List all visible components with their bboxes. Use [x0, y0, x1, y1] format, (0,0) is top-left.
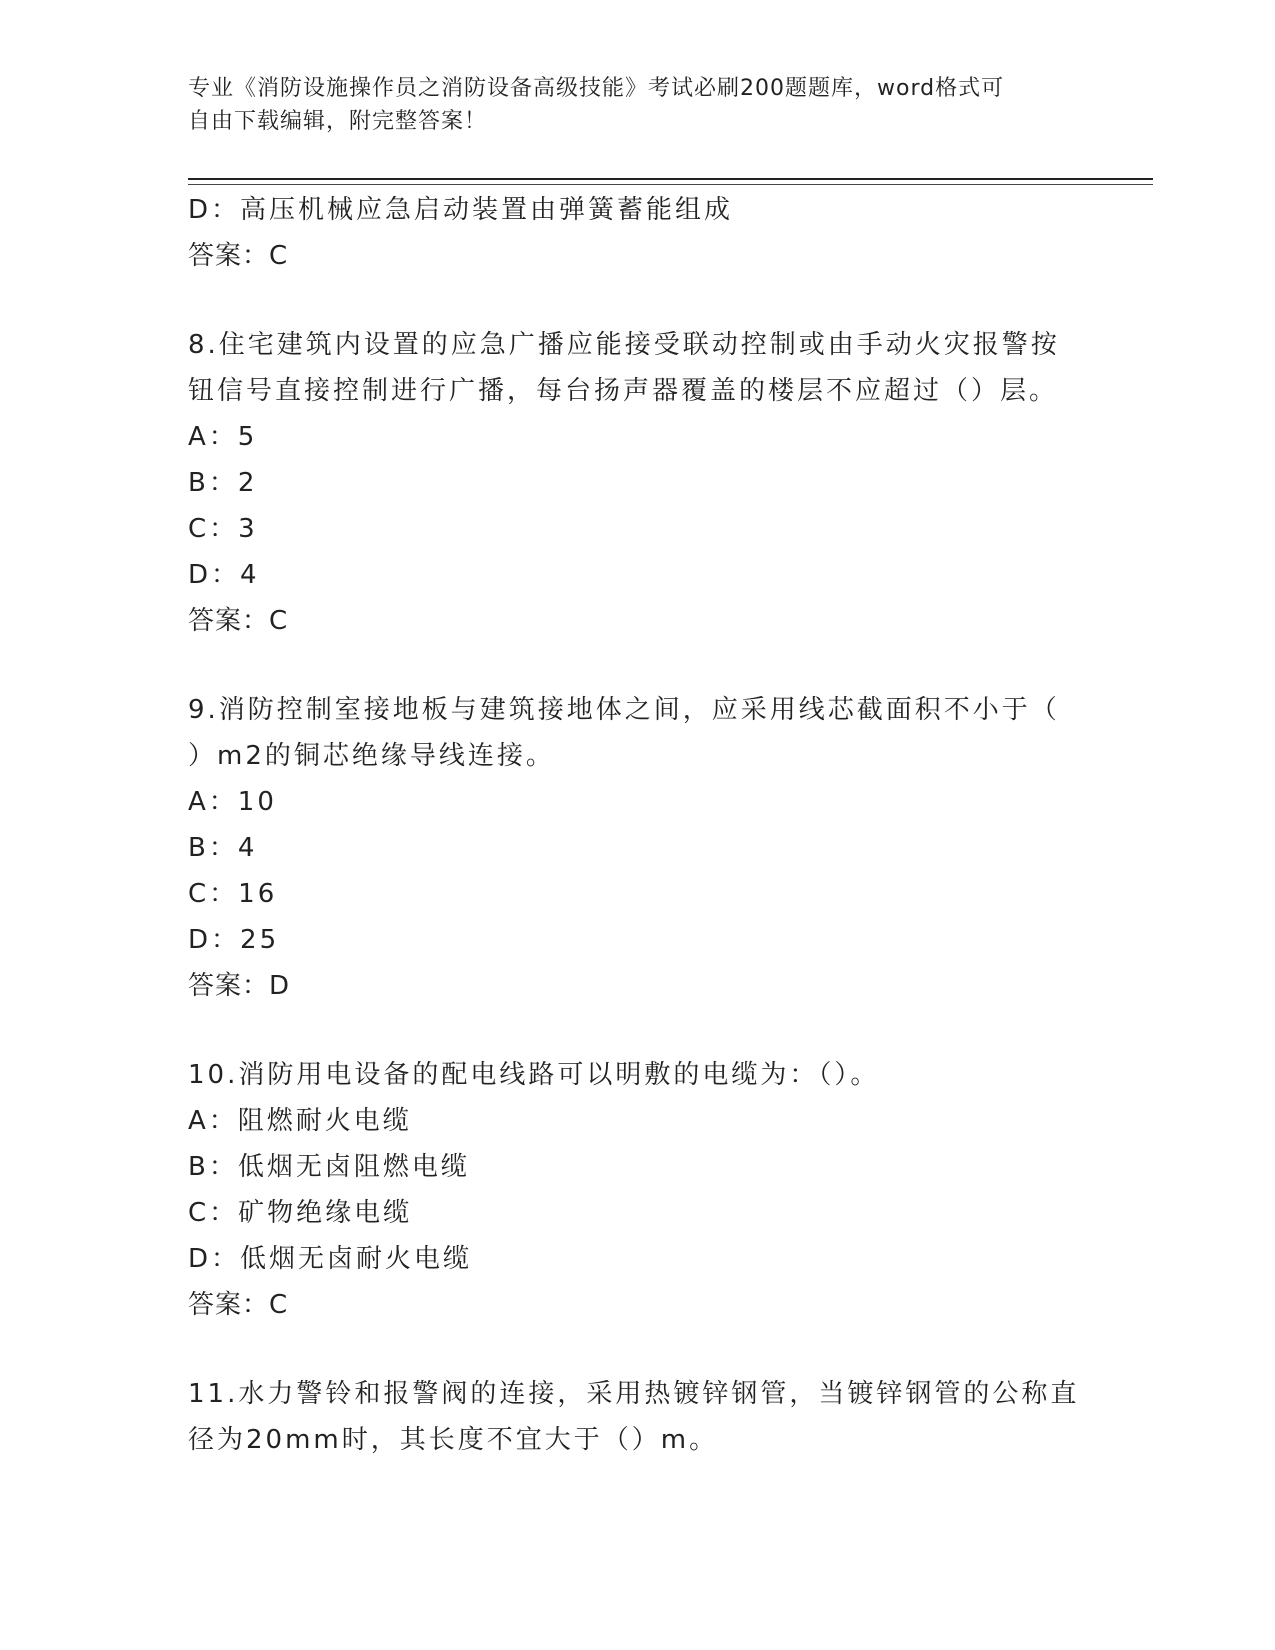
header-divider-thick	[188, 178, 1153, 180]
option-d: D：25	[188, 925, 280, 955]
answer: 答案：D	[188, 971, 291, 1001]
spacer	[188, 1328, 1088, 1371]
option-b: B：2	[188, 468, 258, 498]
option-d: D：低烟无卤耐火电缆	[188, 1244, 473, 1274]
document-header	[188, 72, 1068, 138]
answer: 答案：C	[188, 606, 289, 636]
question-stem-line: 8.住宅建筑内设置的应急广播应能接受联动控制或由手动火灾报警按	[188, 330, 1060, 360]
question-10	[188, 1052, 1088, 1328]
question-8	[188, 322, 1088, 644]
option-a: A：10	[188, 787, 277, 817]
answer: 答案：C	[188, 241, 289, 271]
question-stem-line: 9.消防控制室接地板与建筑接地体之间，应采用线芯截面积不小于（	[188, 695, 1060, 725]
header-divider-thin	[188, 184, 1153, 185]
spacer	[188, 1009, 1088, 1052]
spacer	[188, 279, 1088, 322]
question-9	[188, 687, 1088, 1009]
option-d: D：高压机械应急启动装置由弹簧蓄能组成	[188, 195, 734, 225]
option-b: B：4	[188, 833, 258, 863]
question-stem-line: 钮信号直接控制进行广播，每台扬声器覆盖的楼层不应超过（）层。	[188, 376, 1059, 406]
header-line-2: 自由下载编辑，附完整答案！	[188, 109, 488, 134]
option-a: A：阻燃耐火电缆	[188, 1106, 412, 1136]
spacer	[188, 644, 1088, 687]
header-line-1: 专业《消防设施操作员之消防设备高级技能》考试必刷200题题库，word格式可	[188, 76, 1005, 101]
question-stem-line: 10.消防用电设备的配电线路可以明敷的电缆为：（）。	[188, 1060, 880, 1090]
question-11	[188, 1371, 1088, 1463]
document-body	[188, 187, 1088, 1463]
option-c: C：3	[188, 514, 258, 544]
option-d: D：4	[188, 560, 260, 590]
option-c: C：矿物绝缘电缆	[188, 1198, 413, 1228]
option-a: A：5	[188, 422, 258, 452]
option-c: C：16	[188, 879, 278, 909]
answer: 答案：C	[188, 1290, 289, 1320]
question-stem-line: 11.水力警铃和报警阀的连接，采用热镀锌钢管，当镀锌钢管的公称直	[188, 1379, 1080, 1409]
question-stem-line: 径为20mm时，其长度不宜大于（）m。	[188, 1425, 719, 1455]
option-b: B：低烟无卤阻燃电缆	[188, 1152, 470, 1182]
question-stem-line: ）m2的铜芯绝缘导线连接。	[188, 741, 555, 771]
